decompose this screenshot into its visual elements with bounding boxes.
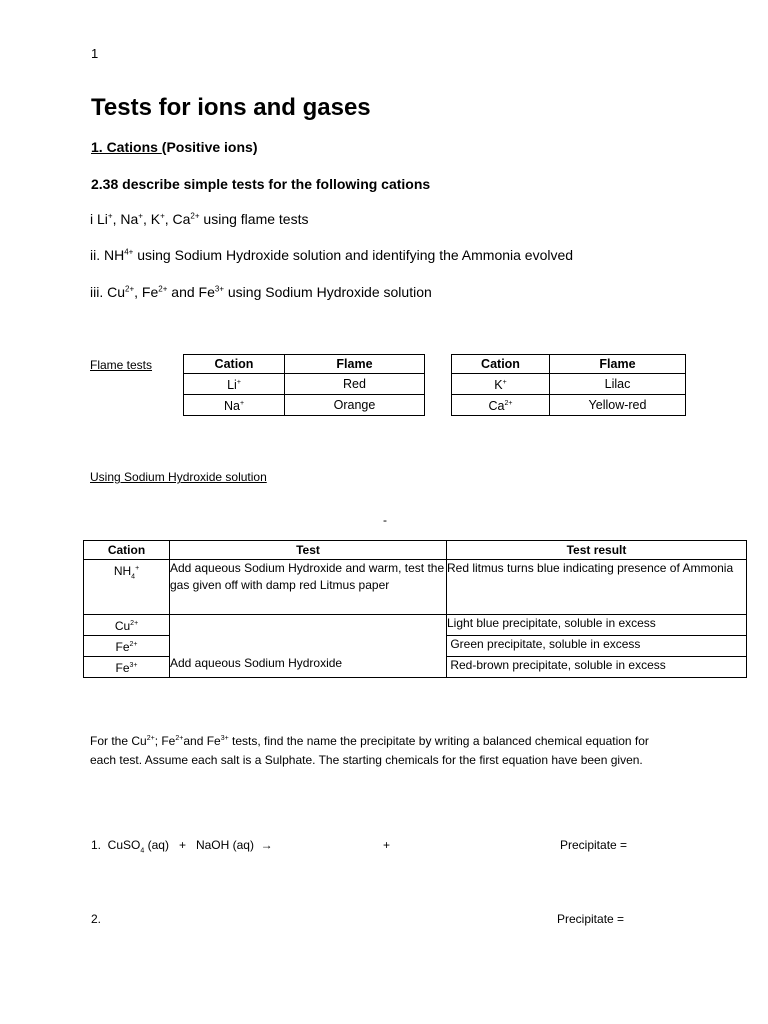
- flame-cell: Lilac: [550, 374, 686, 395]
- test-cell: Add aqueous Sodium Hydroxide and warm, test the gas given off with damp red Litmus paper: [170, 560, 447, 615]
- shared-test-cell: Add aqueous Sodium Hydroxide: [170, 615, 447, 678]
- instruction-paragraph: For the $Cu^{2+}$; $Fe^{2+}and$ $Fe^{3+}$ tests, find the name the precipitate by writing a balanced chemical equation for each test. Assume each salt is a Sulphate. The starting chemicals for the first equation have been given.: [90, 734, 649, 767]
- objective-line-1: i Li+, Na+, K+, $Ca^{2+}$ using flame tests: [90, 211, 309, 227]
- header-test: Test: [170, 541, 447, 560]
- header-cation: Cation: [184, 355, 285, 374]
- header-flame: Flame: [550, 355, 686, 374]
- flame-table-1: [183, 354, 425, 416]
- page-number: 1: [91, 46, 99, 61]
- equation-1-plus: +: [383, 838, 391, 852]
- section-heading: [91, 139, 257, 155]
- equation-2: 2.: [91, 912, 102, 926]
- cation-cell: $Ca^{2+}$: [452, 395, 550, 416]
- cation-cell: K+: [452, 374, 550, 395]
- header-flame: Flame: [285, 355, 425, 374]
- equation-2-precipitate: Precipitate =: [557, 912, 625, 926]
- page-title: Tests for ions and gases: [91, 94, 371, 121]
- cation-cell: Li+: [184, 374, 285, 395]
- table-row: [184, 395, 425, 416]
- table-row: [452, 374, 686, 395]
- dash-mark: -: [383, 513, 387, 527]
- naoh-table: [83, 540, 747, 678]
- section-suffix: (Positive ions): [161, 139, 258, 155]
- section-label: 1. Cations: [91, 139, 162, 155]
- header-test-result: Test result: [447, 541, 747, 560]
- flame-tests-label: Flame tests: [90, 358, 153, 372]
- cation-cell: $Fe^{2+}$: [84, 636, 170, 657]
- flame-cell: Orange: [285, 395, 425, 416]
- naoh-section-label: Using Sodium Hydroxide solution: [90, 470, 267, 484]
- objective-line-3: iii. $Cu^{2+}$, $Fe^{2+}$ and $Fe^{3+}$ using Sodium Hydroxide solution: [90, 284, 432, 300]
- header-cation: Cation: [84, 541, 170, 560]
- result-cell: Red-brown precipitate, soluble in excess: [447, 657, 747, 678]
- cation-cell: $Cu^{2+}$: [84, 615, 170, 636]
- result-cell: Green precipitate, soluble in excess: [447, 636, 747, 657]
- equation-1-precipitate: Precipitate =: [560, 838, 628, 852]
- cation-cell: $NH_4^+$: [84, 560, 170, 615]
- cation-cell: $Fe^{3+}$: [84, 657, 170, 678]
- flame-table-2: [451, 354, 686, 416]
- table-row: [84, 615, 747, 636]
- result-cell: Red litmus turns blue indicating presence of Ammonia: [447, 560, 747, 615]
- table-row: [84, 560, 747, 615]
- cation-cell: Na+: [184, 395, 285, 416]
- spec-heading: 2.38 describe simple tests for the following cations: [91, 176, 431, 192]
- result-cell: Light blue precipitate, soluble in excess: [447, 615, 747, 636]
- table-row: [184, 374, 425, 395]
- table-row: [452, 395, 686, 416]
- header-cation: Cation: [452, 355, 550, 374]
- objective-line-2: ii. $NH^{4+}$ using Sodium Hydroxide solution and identifying the Ammonia evolved: [90, 247, 574, 263]
- flame-cell: Yellow-red: [550, 395, 686, 416]
- equation-1: 1. CuSO$_4$ (aq) + NaOH (aq) →: [91, 838, 273, 855]
- flame-cell: Red: [285, 374, 425, 395]
